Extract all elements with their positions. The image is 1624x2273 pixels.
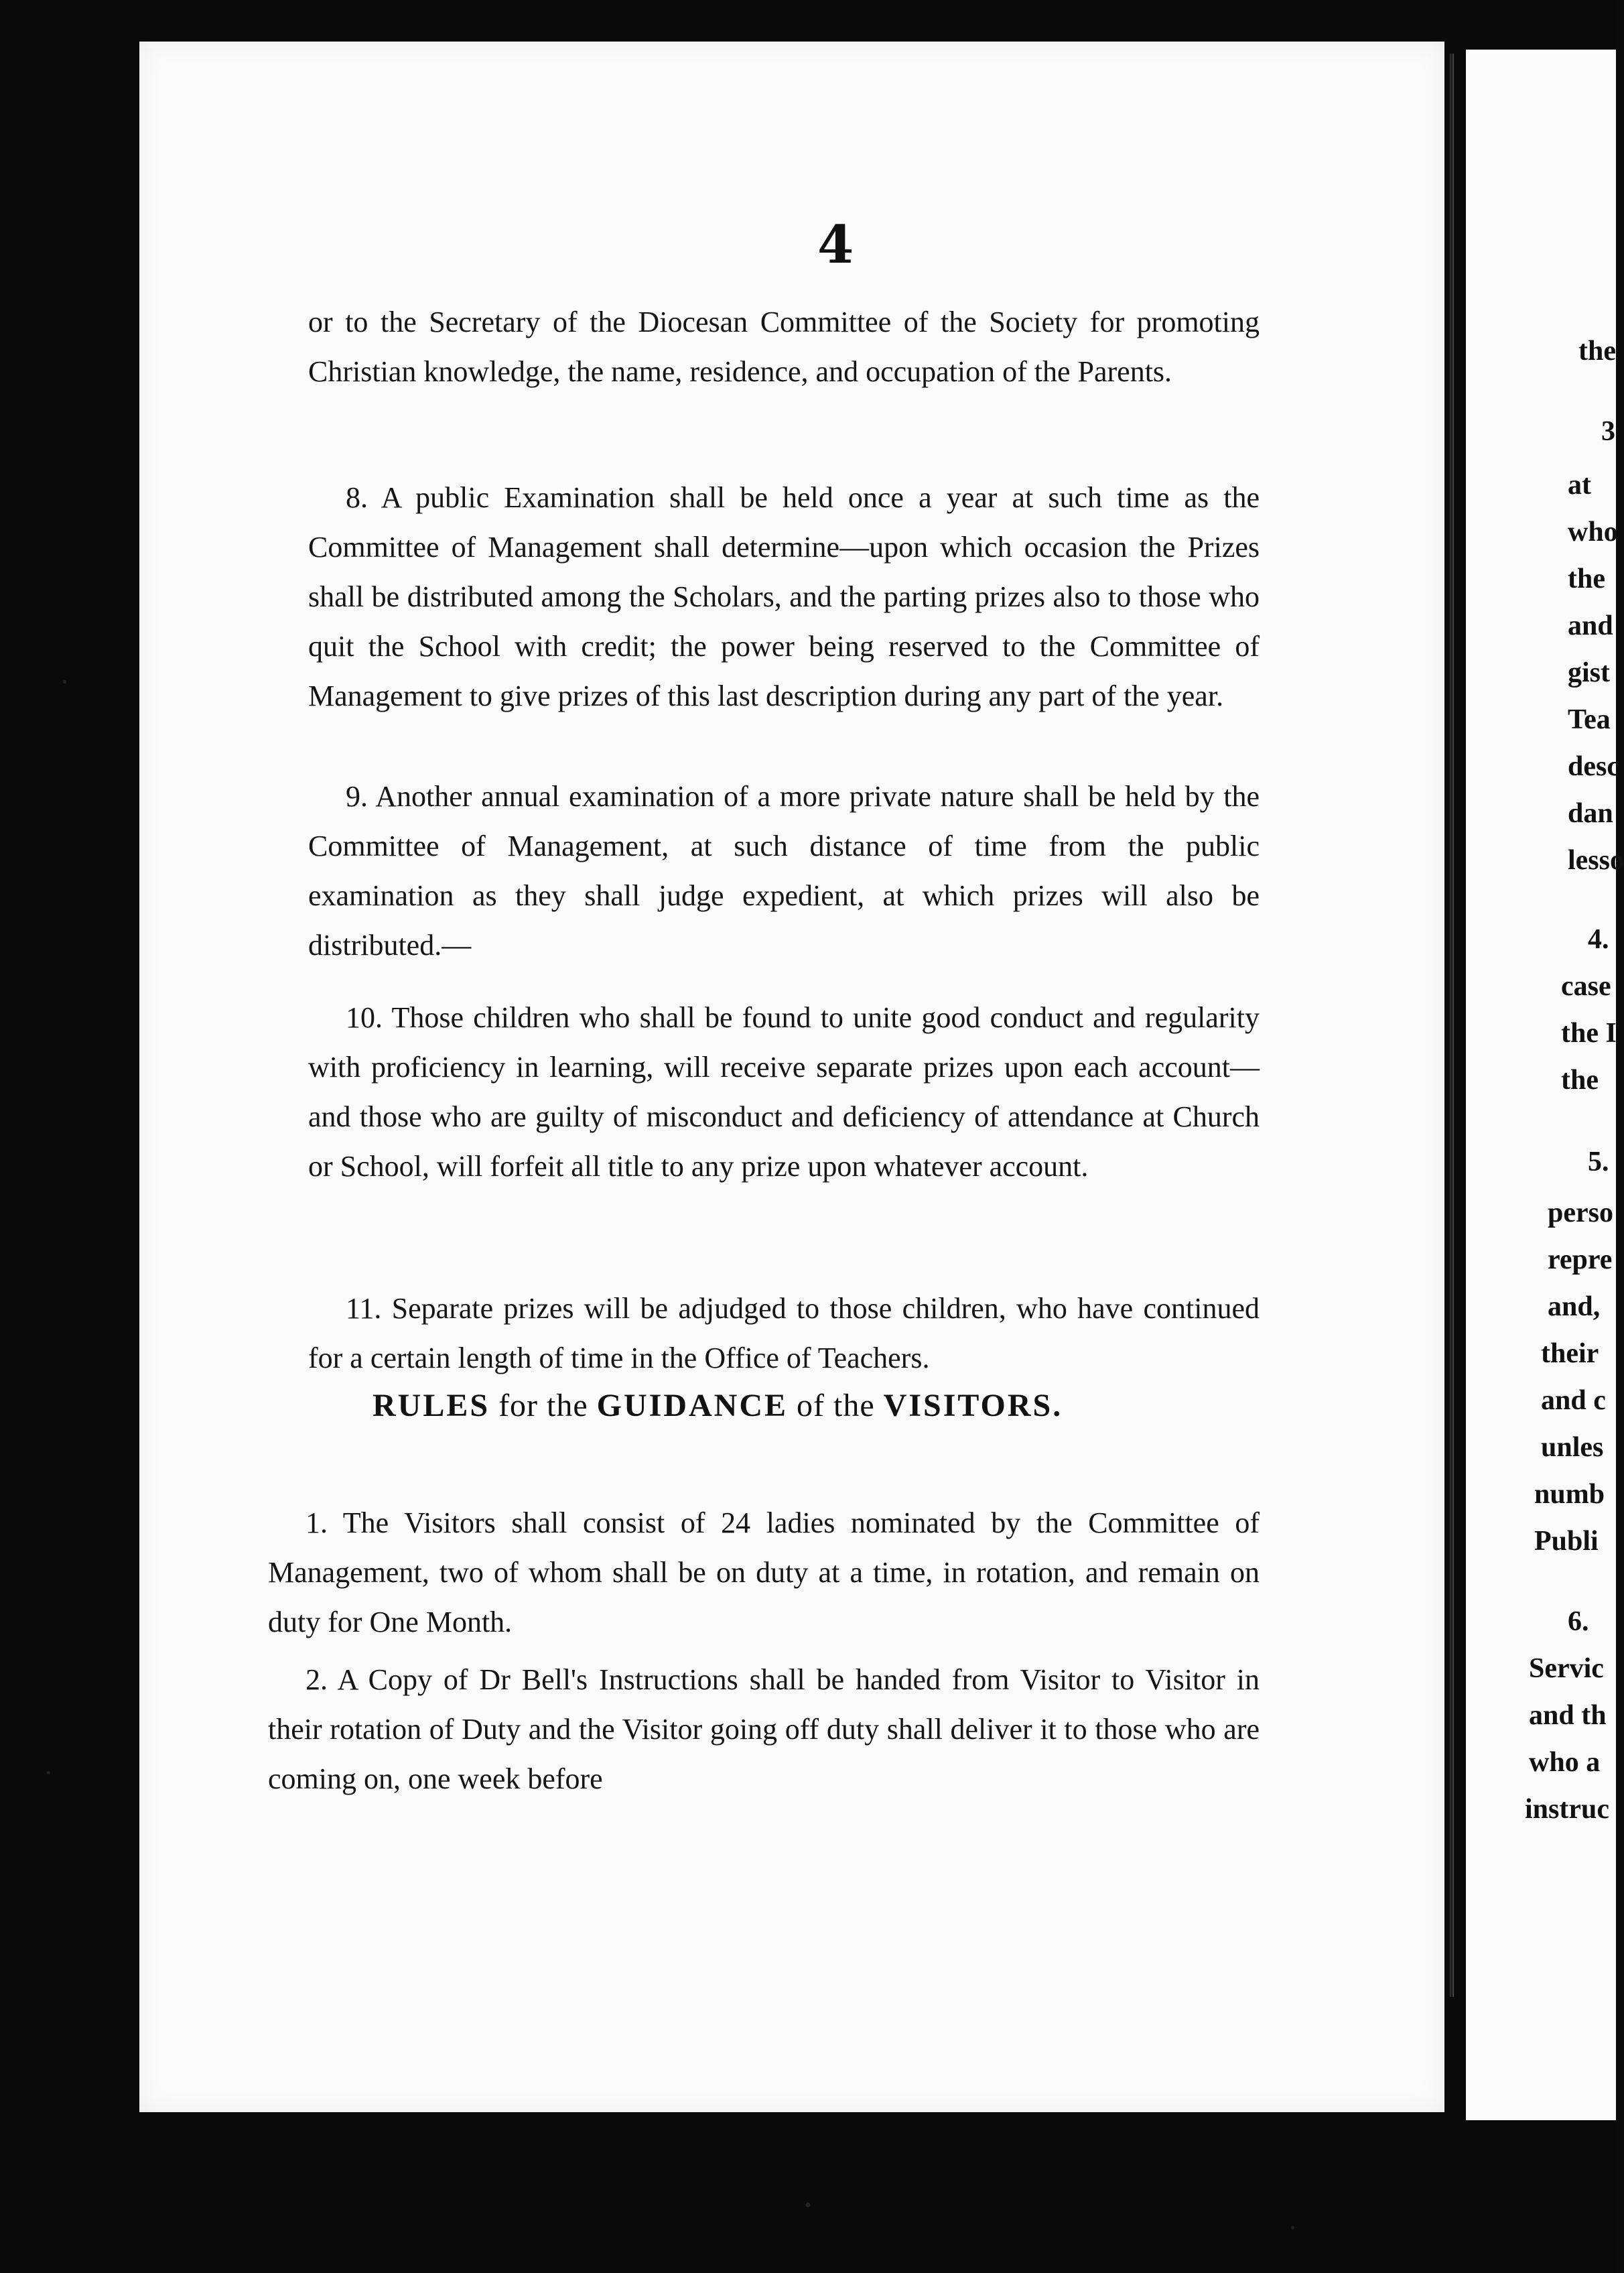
right-fragment: and — [1568, 610, 1613, 641]
visitor-rule-2-text: 2. A Copy of Dr Bell's Instructions shall be handed from Visitor to Visitor in their rotation of Duty and the Visitor going off duty shall deliver it to those who are coming on, one week before — [268, 1663, 1260, 1795]
right-fragment: the — [1568, 564, 1605, 594]
right-fragment: 5. — [1588, 1147, 1609, 1177]
right-fragment: Servic — [1529, 1653, 1604, 1684]
paragraph-11-text: 11. Separate prizes will be adjudged to those children, who have continued for a certain length of time in the Office of Teachers. — [308, 1292, 1260, 1374]
visitor-rule-2 — [268, 1655, 1260, 1804]
paragraph-8-text: 8. A public Examination shall be held once a year at such time as the Committee of Management shall determine—upon which occasion the Prizes shall be distributed among the Scholars, and the parting prizes also to those who quit the School with credit; the power being reserved to the Committee of Management to give prizes of this last description during any part of the year. — [308, 481, 1260, 712]
paragraph-8 — [308, 473, 1260, 721]
right-fragment: desc — [1568, 751, 1619, 782]
right-fragment: Tea — [1568, 704, 1611, 735]
rules-heading — [373, 1387, 1243, 1424]
right-fragment: their — [1541, 1338, 1599, 1369]
rules-heading-word-guidance: GUIDANCE — [596, 1388, 789, 1423]
right-fragment: the — [1578, 336, 1616, 367]
paragraph-10 — [308, 993, 1260, 1191]
right-fragment: the — [1561, 1065, 1599, 1096]
right-fragment: who a — [1529, 1747, 1601, 1778]
right-fragment: the I — [1561, 1018, 1617, 1049]
rules-heading-connector-1: for the — [490, 1388, 597, 1423]
right-fragment: 3 — [1601, 416, 1615, 447]
right-fragment: gist — [1568, 657, 1610, 688]
right-fragment: who — [1568, 517, 1618, 547]
page-fold — [1450, 54, 1454, 1997]
right-fragment: 6. — [1568, 1606, 1589, 1637]
page-number: 4 — [817, 214, 854, 275]
visitor-rule-1-text: 1. The Visitors shall consist of 24 ladies nominated by the Committee of Management, two of whom shall be on duty at a time, in rotation, and remain on duty for One Month. — [268, 1506, 1260, 1638]
right-fragment: and th — [1529, 1700, 1607, 1731]
right-fragment: dan — [1568, 798, 1613, 829]
paragraph-9 — [308, 772, 1260, 970]
rules-heading-word-visitors: VISITORS. — [883, 1388, 1063, 1423]
right-fragment: 4. — [1588, 924, 1609, 955]
right-fragment: perso — [1548, 1197, 1613, 1228]
right-fragment: and, — [1548, 1291, 1601, 1322]
right-fragment: instruc — [1525, 1794, 1609, 1825]
right-fragment: lesso — [1568, 845, 1624, 876]
paragraph-11 — [308, 1284, 1260, 1383]
visitor-rule-1 — [268, 1498, 1260, 1647]
right-fragment: repre — [1548, 1244, 1613, 1275]
paragraph-9-text: 9. Another annual examination of a more private nature shall be held by the Committee of Management, at such distance of time from the public examination as they shall judge expedient, at which prizes will also be distributed.— — [308, 780, 1260, 962]
right-fragment: case — [1561, 971, 1611, 1002]
right-fragment: Publi — [1534, 1526, 1599, 1557]
right-fragment: at — [1568, 470, 1591, 501]
paragraph-10-text: 10. Those children who shall be found to unite good conduct and regularity with proficiency in learning, will receive separate prizes upon each account—and those who are guilty of misconduct and deficiency of attendance at Church or School, will forfeit all title to any prize upon whatever account. — [308, 1001, 1260, 1183]
right-fragment: unles — [1541, 1432, 1604, 1463]
paragraph-intro: or to the Secretary of the Diocesan Committee of the Society for promoting Christian knowledge, the name, residence, and occupation of the Parents. — [308, 306, 1260, 388]
rules-heading-word-rules: RULES — [373, 1388, 490, 1423]
right-fragment: numb — [1534, 1479, 1605, 1510]
rules-heading-connector-2: of the — [788, 1388, 884, 1423]
right-fragment: and c — [1541, 1385, 1606, 1416]
